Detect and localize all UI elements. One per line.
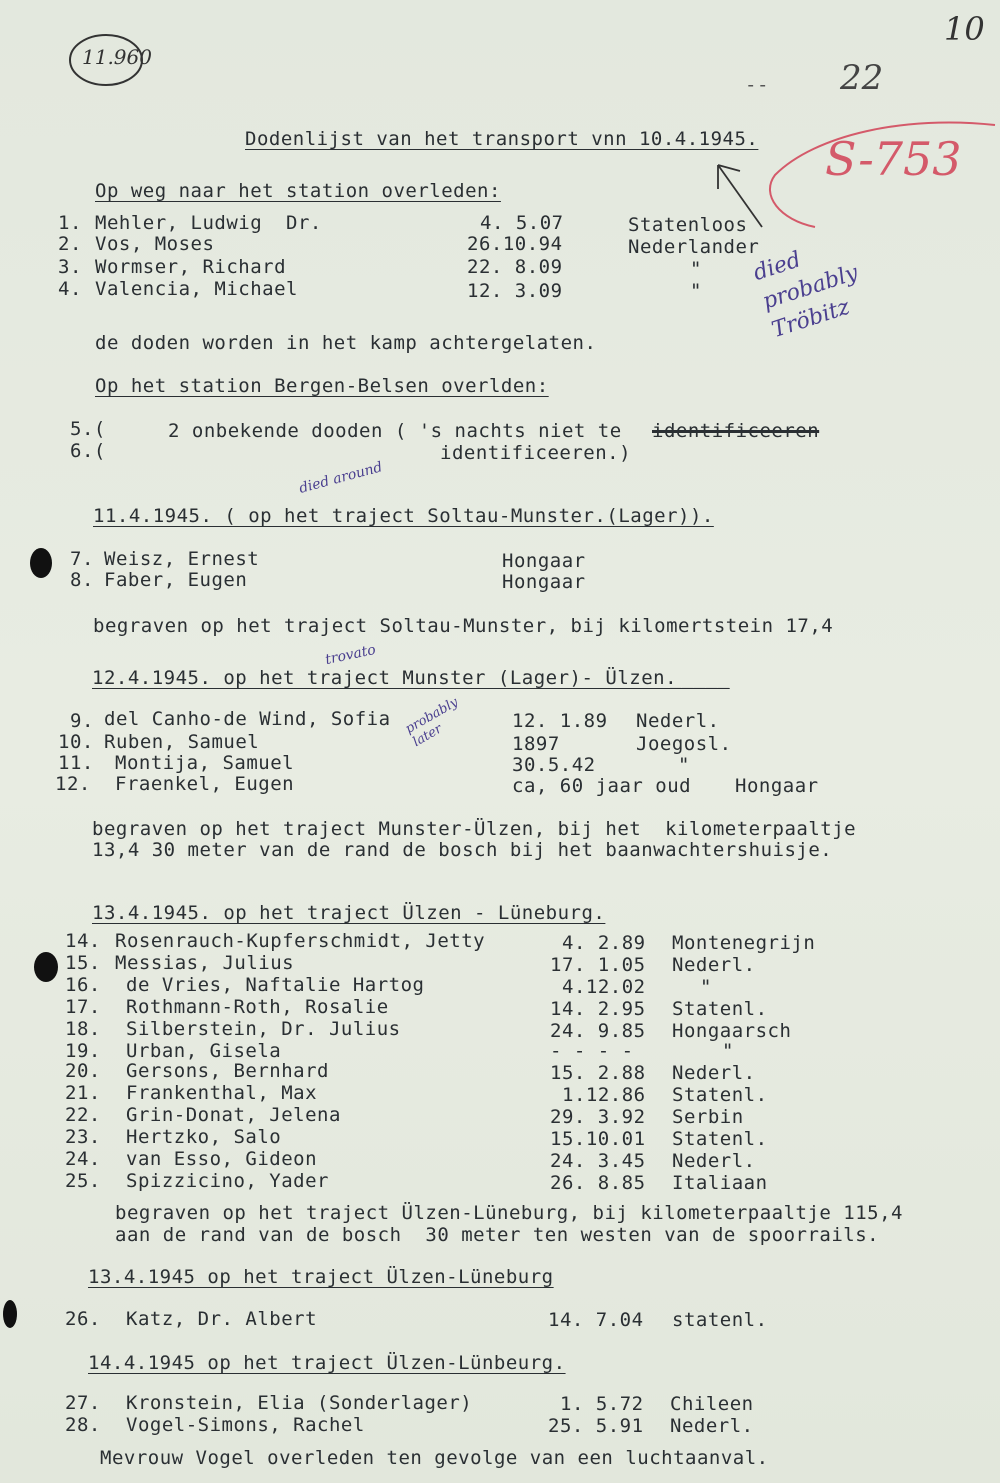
row-name: Rothmann-Roth, Rosalie <box>126 996 389 1018</box>
row-number: 17. <box>65 996 101 1018</box>
section-4-heading: 12.4.1945. op het traject Munster (Lager)- Ülzen. <box>92 667 678 689</box>
row-date: 24. 3.45 <box>550 1150 646 1172</box>
row-date: - - - - <box>550 1040 634 1062</box>
row-name: de Vries, Naftalie Hartog <box>126 974 425 996</box>
section-3-heading: 11.4.1945. ( op het traject Soltau-Munster.(Lager)). <box>93 505 714 527</box>
row-number: 11. <box>58 752 94 774</box>
row-nationality: " <box>722 1040 734 1062</box>
row-date: 1897 <box>512 733 560 755</box>
row-number: 19. <box>65 1040 101 1062</box>
row-nationality: Nederl. <box>672 1062 756 1084</box>
row-date: 1.12.86 <box>562 1084 646 1106</box>
section-2-line-1: 2 onbekende dooden ( 's nachts niet te <box>168 420 622 442</box>
section-4-note-1: begraven op het traject Munster-Ülzen, bij het kilometerpaaltje <box>92 818 857 840</box>
row-nationality: Chileen <box>670 1393 754 1415</box>
section-2-line-2: identificeeren.) <box>440 442 632 464</box>
row-date: 15. 2.88 <box>550 1062 646 1084</box>
row-number: 14. <box>65 930 101 952</box>
struck-out-word: identificeeren <box>652 420 820 442</box>
ink-blot-3 <box>3 1300 17 1328</box>
row-nationality: Statenl. <box>672 1128 768 1150</box>
section-5-note-2: aan de rand van de bosch 30 meter ten westen van de spoorrails. <box>115 1224 880 1246</box>
section-1-heading: Op weg naar het station overleden: <box>95 180 501 202</box>
row-name: Messias, Julius <box>115 952 295 974</box>
section-2-heading: Op het station Bergen-Belsen overlden: <box>95 375 549 397</box>
row-nationality: Joegosl. <box>636 733 732 755</box>
page-title: Dodenlijst van het transport vnn 10.4.1945. <box>245 128 759 150</box>
row-date: 25. 5.91 <box>548 1415 644 1437</box>
row-number: 23. <box>65 1126 101 1148</box>
row-nationality: Statenl. <box>672 998 768 1020</box>
row-name: Grin-Donat, Jelena <box>126 1104 341 1126</box>
section-6-heading: 13.4.1945 op het traject Ülzen-Lüneburg <box>88 1266 554 1288</box>
row-name: Hertzko, Salo <box>126 1126 282 1148</box>
row-number: 16. <box>65 974 101 996</box>
row-nationality: Hongaar <box>735 775 819 797</box>
row-date: 26. 8.85 <box>550 1172 646 1194</box>
row-date: 29. 3.92 <box>550 1106 646 1128</box>
row-name: Valencia, Michael <box>95 278 298 300</box>
section-4-note-2: 13,4 30 meter van de rand de bosch bij het baanwachtershuisje. <box>92 839 833 861</box>
heading-underline-extension: _____ <box>670 667 730 689</box>
row-number-5: 5.( <box>70 418 106 440</box>
row-date: 22. 8.09 <box>467 256 563 278</box>
row-name: Kronstein, Elia (Sonderlager) <box>126 1392 473 1414</box>
row-nationality: Nederlander <box>628 236 760 258</box>
row-nationality: Nederl. <box>636 710 720 732</box>
row-date: 15.10.01 <box>550 1128 646 1150</box>
page-number: 22 <box>840 58 884 98</box>
row-date: 4. 5.07 <box>480 212 564 234</box>
row-date: 30.5.42 <box>512 754 596 776</box>
row-number: 1. <box>58 212 82 234</box>
section-7-heading: 14.4.1945 op het traject Ülzen-Lünbeurg. <box>88 1352 566 1374</box>
reference-number: S-753 <box>825 132 962 186</box>
row-nationality: Statenl. <box>672 1084 768 1106</box>
handwritten-note-probably-later: probably later <box>402 694 461 750</box>
row-date: 4. 2.89 <box>562 932 646 954</box>
row-nationality: Montenegrijn <box>672 932 816 954</box>
section-3-note: begraven op het traject Soltau-Munster, bij kilomertstein 17,4 <box>93 615 834 637</box>
row-name: Silberstein, Dr. Julius <box>126 1018 401 1040</box>
handwritten-note-died-around: died around <box>297 459 385 497</box>
section-5-heading: 13.4.1945. op het traject Ülzen - Lüneburg. <box>92 902 606 924</box>
row-number: 8. <box>70 569 94 591</box>
row-name: Faber, Eugen <box>104 569 248 591</box>
row-name: Urban, Gisela <box>126 1040 282 1062</box>
row-number: 7. <box>70 548 94 570</box>
row-date: 17. 1.05 <box>550 954 646 976</box>
row-nationality: Italiaan <box>672 1172 768 1194</box>
row-nationality: Hongaar <box>502 550 586 572</box>
row-name: Wormser, Richard <box>95 256 287 278</box>
row-number: 21. <box>65 1082 101 1104</box>
row-name: Ruben, Samuel <box>104 731 260 753</box>
row-name: Montija, Samuel <box>115 752 295 774</box>
handwritten-note-trovato: trovato <box>323 641 378 669</box>
corner-number: 10 <box>944 10 985 48</box>
row-number: 25. <box>65 1170 101 1192</box>
ink-blot-1 <box>30 548 52 578</box>
ink-blot-2 <box>34 952 58 982</box>
row-nationality: Hongaarsch <box>672 1020 792 1042</box>
row-date: 12. 3.09 <box>467 280 563 302</box>
row-date: 24. 9.85 <box>550 1020 646 1042</box>
row-nationality: " <box>678 754 690 776</box>
row-nationality: " <box>700 976 712 998</box>
row-number: 2. <box>58 233 82 255</box>
row-number: 28. <box>65 1414 101 1436</box>
row-name: van Esso, Gideon <box>126 1148 318 1170</box>
row-number: 26. <box>65 1308 101 1330</box>
row-nationality: statenl. <box>672 1309 768 1331</box>
row-name: Frankenthal, Max <box>126 1082 318 1104</box>
row-date: 26.10.94 <box>467 233 563 255</box>
row-date: 14. 2.95 <box>550 998 646 1020</box>
row-number: 3. <box>58 256 82 278</box>
section-5-note-1: begraven op het traject Ülzen-Lüneburg, bij kilometerpaaltje 115,4 <box>115 1202 903 1224</box>
row-name: del Canho-de Wind, Sofia <box>104 708 391 730</box>
section-1-note: de doden worden in het kamp achtergelaten. <box>95 332 597 354</box>
archive-number: 11.960 <box>82 45 152 69</box>
row-number: 10. <box>58 731 94 753</box>
row-number: 15. <box>65 952 101 974</box>
row-number: 12. <box>55 773 91 795</box>
row-name: Spizzicino, Yader <box>126 1170 329 1192</box>
row-number: 27. <box>65 1392 101 1414</box>
row-date: 12. 1.89 <box>512 710 608 732</box>
row-number: 24. <box>65 1148 101 1170</box>
row-nationality: Serbin <box>672 1106 744 1128</box>
row-nationality: Nederl. <box>670 1415 754 1437</box>
row-date: 14. 7.04 <box>548 1309 644 1331</box>
row-name: Mehler, Ludwig Dr. <box>95 212 322 234</box>
section-7-note: Mevrouw Vogel overleden ten gevolge van een luchtaanval. <box>100 1447 769 1469</box>
row-nationality: Nederl. <box>672 954 756 976</box>
row-nationality: Statenloos <box>628 214 748 236</box>
row-name: Rosenrauch-Kupferschmidt, Jetty <box>115 930 486 952</box>
row-name: Gersons, Bernhard <box>126 1060 329 1082</box>
handwritten-note-died-probably: died probably Tröbitz <box>750 247 862 344</box>
row-name: Fraenkel, Eugen <box>115 773 295 795</box>
row-date: 1. 5.72 <box>560 1393 644 1415</box>
row-number: 18. <box>65 1018 101 1040</box>
row-name: Vogel-Simons, Rachel <box>126 1414 365 1436</box>
row-name: Vos, Moses <box>95 233 215 255</box>
row-name: Weisz, Ernest <box>104 548 260 570</box>
row-number-6: 6.( <box>70 440 106 462</box>
row-nationality: Hongaar <box>502 571 586 593</box>
row-number: 22. <box>65 1104 101 1126</box>
row-date: ca, 60 jaar oud <box>512 775 692 797</box>
row-number: 20. <box>65 1060 101 1082</box>
row-number: 9. <box>70 710 94 732</box>
row-number: 4. <box>58 278 82 300</box>
row-date: 4.12.02 <box>562 976 646 998</box>
row-nationality: " <box>690 258 702 280</box>
row-nationality: " <box>690 280 702 302</box>
row-name: Katz, Dr. Albert <box>126 1308 318 1330</box>
dash-mark: -- <box>745 74 769 96</box>
row-nationality: Nederl. <box>672 1150 756 1172</box>
